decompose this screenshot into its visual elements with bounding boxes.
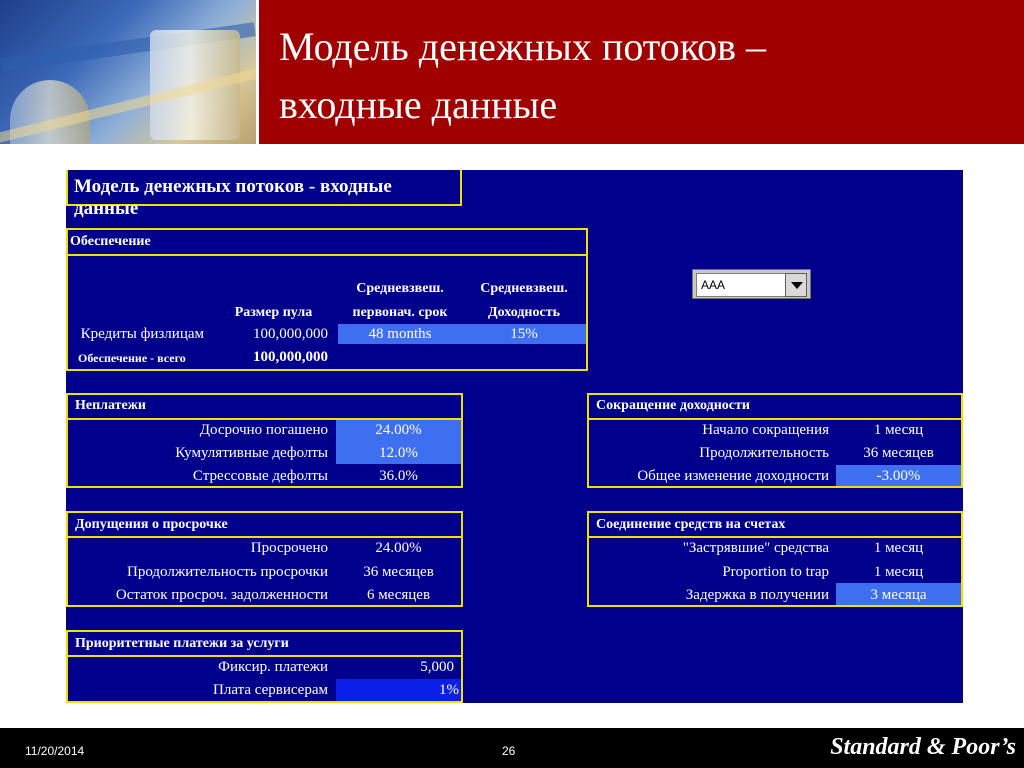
commingling-row-label: Proportion to trap: [722, 564, 829, 580]
slide-footer: [0, 728, 1024, 768]
footer-brand-logo: Standard & Poor’s: [830, 734, 1016, 760]
yield-compression-row-label: Продолжительность: [699, 445, 829, 461]
yield-compression-row-value: 36 месяцев: [863, 445, 934, 461]
chevron-down-icon[interactable]: [785, 273, 807, 297]
commingling-row-label: Задержка в получении: [685, 587, 829, 603]
collateral-separator: [66, 254, 588, 256]
priority-fees-row-label: Плата сервисерам: [213, 682, 328, 698]
commingling-row-value: 1 месяц: [873, 564, 924, 580]
defaults-row-label: Стрессовые дефолты: [192, 468, 328, 484]
collateral-row1-term[interactable]: 48 months: [368, 326, 432, 342]
collateral-total-size: 100,000,000: [253, 349, 328, 365]
collateral-row1-label-clip: [66, 326, 206, 346]
commingling-row-value[interactable]: 3 месяца: [870, 587, 927, 603]
sheet-title: Модель денежных потоков - входные данные: [66, 170, 462, 206]
delinquency-row-value: 36 месяцев: [363, 564, 434, 580]
footer-page-number: 26: [502, 744, 516, 758]
delinquency-row-label: Продолжительность просрочки: [127, 564, 328, 580]
yield-compression-header: Сокращение доходности: [596, 398, 750, 413]
yield-compression-row-value[interactable]: -3.00%: [876, 468, 921, 484]
slide-header: [0, 0, 1024, 144]
collateral-col-pool-size: Размер пула: [234, 305, 313, 320]
collateral-col-yield-1: Средневзвеш.: [480, 281, 568, 296]
defaults-row-value[interactable]: 12.0%: [379, 445, 418, 461]
defaults-row-value: 36.0%: [379, 468, 418, 484]
delinquency-row-label: Остаток просроч. задолженности: [115, 587, 328, 603]
delinquency-row-value: 24.00%: [375, 540, 422, 556]
collateral-header: Обеспечение: [70, 234, 151, 249]
collateral-row1-yield[interactable]: 15%: [510, 326, 538, 342]
collateral-col-yield-2: Доходность: [488, 305, 560, 320]
collateral-row1-label: Кредиты физлицам: [80, 326, 204, 342]
yield-compression-separator: [587, 418, 963, 420]
delinquency-separator: [66, 536, 463, 538]
collateral-row1-size[interactable]: 100,000,000: [253, 326, 328, 342]
slide-title-line2: входные данные: [279, 82, 558, 127]
commingling-row-value: 1 месяц: [873, 540, 924, 556]
footer-date: 11/20/2014: [25, 744, 85, 758]
yield-compression-row-label: Начало сокращения: [702, 422, 829, 438]
delinquency-row-value: 6 месяцев: [366, 587, 431, 603]
commingling-row-label: "Застрявшие" средства: [682, 540, 829, 556]
priority-fees-header: Приоритетные платежи за услуги: [75, 636, 289, 651]
header-decorative-image: [0, 0, 256, 144]
defaults-row-label: Досрочно погашено: [199, 422, 328, 438]
delinquency-header: Допущения о просрочке: [75, 517, 228, 532]
defaults-row-label: Кумулятивные дефолты: [175, 445, 328, 461]
slide-title: [279, 18, 999, 134]
rating-dropdown[interactable]: [692, 269, 811, 299]
delinquency-row-label: Просрочено: [250, 540, 328, 556]
priority-fees-row-value[interactable]: 1%: [439, 682, 459, 698]
defaults-row-value[interactable]: 24.00%: [375, 422, 422, 438]
priority-fees-row-value: 5,000: [420, 659, 454, 675]
collateral-total-label: Обеспечение - всего: [78, 351, 186, 365]
slide-title-line1: Модель денежных потоков –: [279, 24, 767, 69]
commingling-separator: [587, 536, 963, 538]
yield-compression-row-label: Общее изменение доходности: [637, 468, 829, 484]
priority-fees-row-label: Фиксир. платежи: [218, 659, 328, 675]
yield-compression-row-value: 1 месяц: [873, 422, 924, 438]
priority-fees-separator: [66, 655, 463, 657]
rating-dropdown-value[interactable]: AAA: [696, 273, 786, 297]
defaults-header: Неплатежи: [75, 398, 146, 413]
collateral-col-term-2: первонач. срок: [352, 305, 448, 320]
collateral-col-term-1: Средневзвеш.: [356, 281, 444, 296]
commingling-header: Соединение средств на счетах: [596, 517, 786, 532]
